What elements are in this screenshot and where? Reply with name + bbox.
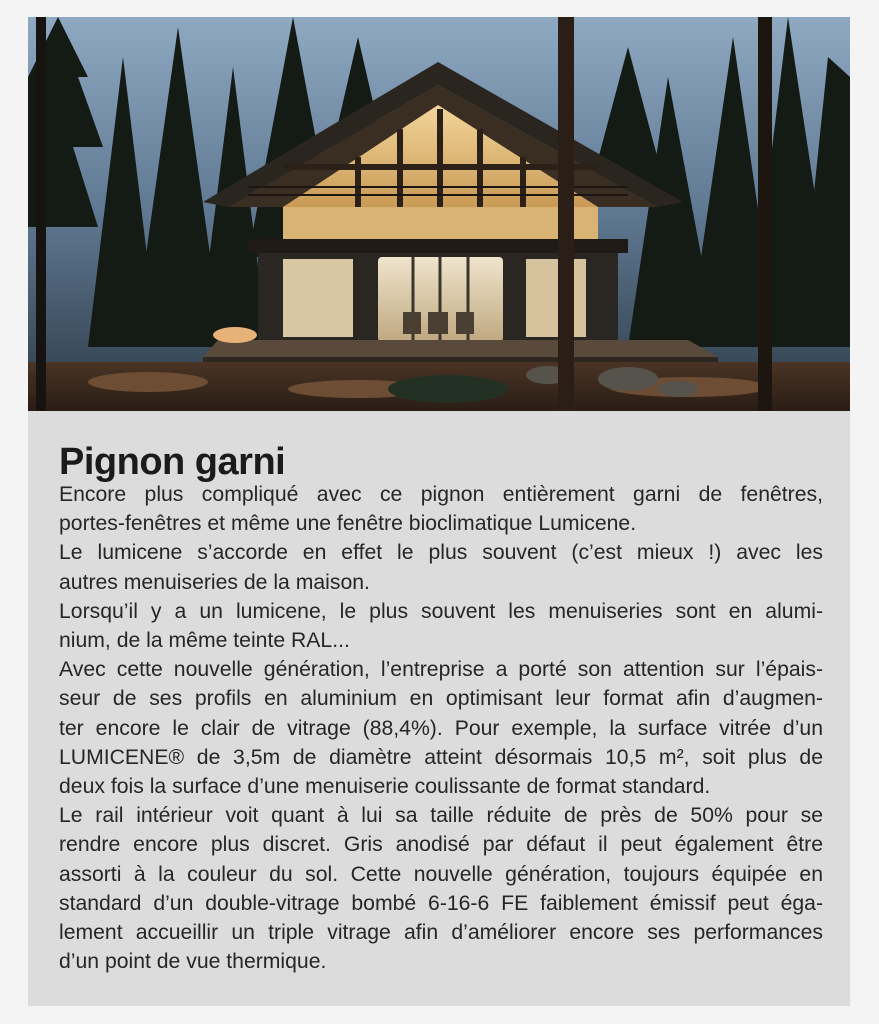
body-line: nium, de la même teinte RAL... xyxy=(59,629,350,653)
article-title: Pignon garni xyxy=(59,441,286,483)
body-line: lement accueillir un triple vitrage afin d’améliorer encore ses performances xyxy=(59,921,823,945)
body-line: autres menuiseries de la maison. xyxy=(59,570,370,594)
body-line: Le rail intérieur voit quant à lui sa taille réduite de près de 50% pour se xyxy=(59,804,823,828)
body-line: portes-fenêtres et même une fenêtre bioclimatique Lumicene. xyxy=(59,512,637,536)
body-line: Le lumicene s’accorde en effet le plus souvent (c’est mieux !) avec les xyxy=(59,541,823,565)
body-line: ter encore le clair de vitrage (88,4%). Pour exemple, la surface vitrée d’un xyxy=(59,716,823,740)
body-line: standard d’un double-vitrage bombé 6-16-6 FE faiblement émissif peut éga- xyxy=(59,891,823,915)
house-photo xyxy=(28,17,850,411)
body-line: deux fois la surface d’une menuiserie coulissante de format standard. xyxy=(59,775,711,799)
body-line: rendre encore plus discret. Gris anodisé par défaut il peut également être xyxy=(59,833,823,857)
body-line: seur de ses profils en aluminium en optimisant leur format afin d’augmen- xyxy=(59,687,823,711)
article-body xyxy=(59,480,823,976)
body-line: Avec cette nouvelle génération, l’entreprise a porté son attention sur l’épais- xyxy=(59,658,823,682)
body-line: Lorsqu’il y a un lumicene, le plus souvent les menuiseries sont en alumi- xyxy=(59,599,823,623)
body-line: assorti à la couleur du sol. Cette nouvelle génération, toujours équipée en xyxy=(59,862,823,886)
body-line: d’un point de vue thermique. xyxy=(59,950,327,974)
body-line: Encore plus compliqué avec ce pignon entièrement garni de fenêtres, xyxy=(59,483,823,506)
house-photo-illustration xyxy=(28,17,850,411)
body-line: LUMICENE® de 3,5m de diamètre atteint désormais 10,5 m², soit plus de xyxy=(59,745,823,769)
